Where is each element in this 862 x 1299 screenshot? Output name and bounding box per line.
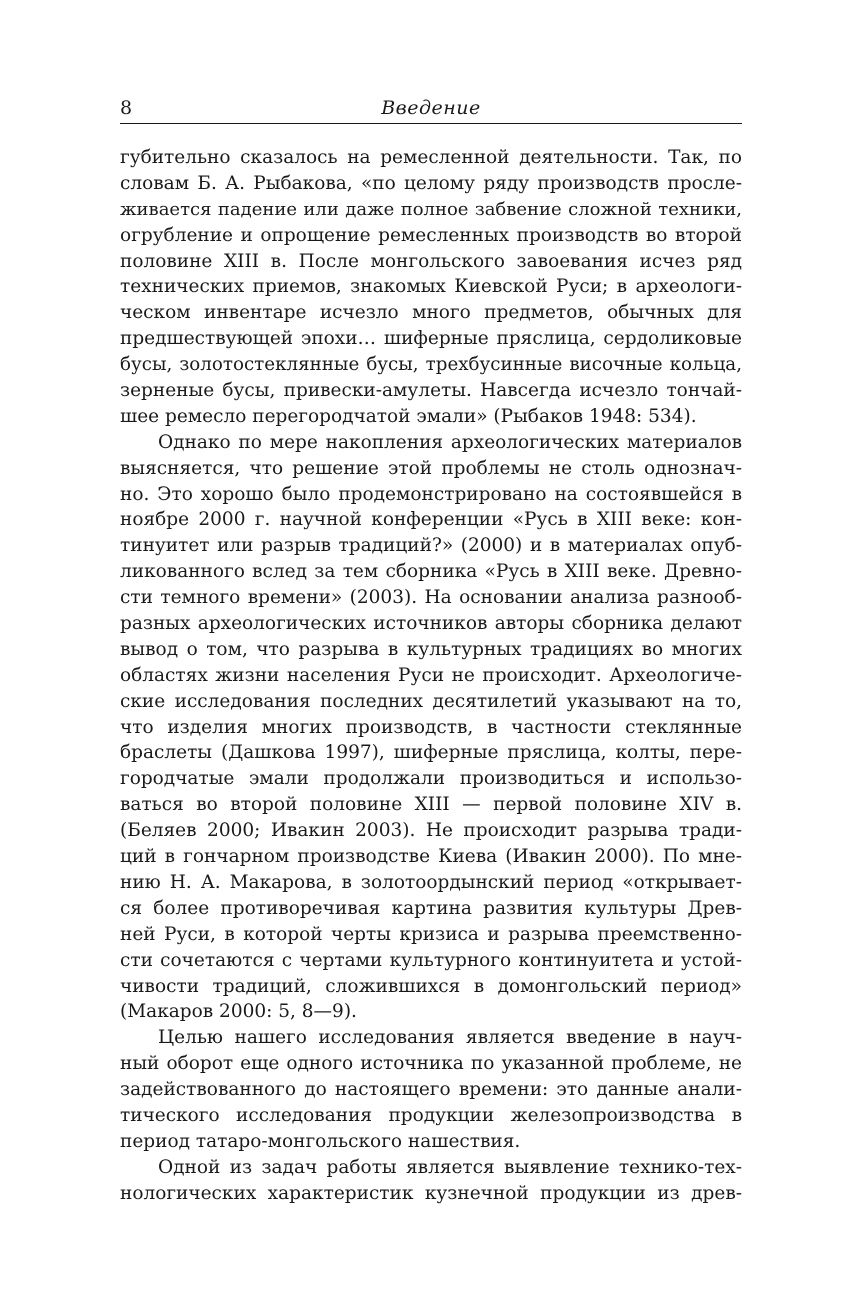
text-line: ские исследования последних десятилетий указывают на то, bbox=[120, 690, 742, 712]
page-number: 8 bbox=[120, 97, 133, 119]
text-line: половине XIII в. После монгольского завоевания исчез ряд bbox=[120, 250, 742, 272]
text-line: ней Руси, в которой черты кризиса и разрыва преемственно- bbox=[120, 923, 742, 945]
text-line: живается падение или даже полное забвение сложной техники, bbox=[120, 198, 742, 220]
text-line: бусы, золотостеклянные бусы, трехбусинные височные кольца, bbox=[120, 354, 742, 376]
text-line: технических приемов, знакомых Киевской Руси; в археологи- bbox=[120, 276, 742, 298]
paragraph bbox=[120, 1025, 742, 1154]
text-line: сти сочетаются с чертами культурного континуитета и устой- bbox=[120, 949, 742, 971]
paragraph bbox=[120, 430, 742, 1025]
text-line: ся более противоречивая картина развития культуры Древ- bbox=[120, 897, 742, 919]
text-line: нологических характеристик кузнечной продукции из древ- bbox=[120, 1182, 742, 1204]
text-line: шее ремесло перегородчатой эмали» (Рыбаков 1948: 534). bbox=[120, 405, 697, 427]
text-line: (Беляев 2000; Ивакин 2003). Не происходит разрыва тради- bbox=[120, 820, 742, 842]
text-line: (Макаров 2000: 5, 8—9). bbox=[120, 1001, 357, 1023]
text-line: но. Это хорошо было продемонстрировано на состоявшейся в bbox=[120, 483, 742, 505]
text-line: Однако по мере накопления археологических материалов bbox=[158, 431, 742, 453]
text-line: зерненые бусы, привески-амулеты. Навсегда исчезло тончай- bbox=[120, 380, 742, 402]
text-line: областях жизни населения Руси не происходит. Археологиче- bbox=[120, 664, 742, 686]
header-rule bbox=[120, 123, 742, 124]
text-line: ческом инвентаре исчезло много предметов, обычных для bbox=[120, 302, 742, 324]
text-line: что изделия многих производств, в частности стеклянные bbox=[120, 716, 742, 738]
text-line: предшествующей эпохи… шиферные пряслица, сердоликовые bbox=[120, 328, 742, 350]
text-line: тинуитет или разрыв традиций?» (2000) и в материалах опуб- bbox=[120, 535, 742, 557]
text-line: ций в гончарном производстве Киева (Ивакин 2000). По мне- bbox=[120, 846, 742, 868]
text-line: нию Н. А. Макарова, в золотоордынский период «открывает- bbox=[120, 871, 742, 893]
text-line: вывод о том, что разрыва в культурных традициях во многих bbox=[120, 638, 742, 660]
text-line: Целью нашего исследования является введение в науч- bbox=[158, 1027, 742, 1049]
text-line: браслеты (Дашкова 1997), шиферные пряслица, колты, пере- bbox=[120, 742, 742, 764]
text-line: городчатые эмали продолжали производиться и использо- bbox=[120, 768, 742, 790]
text-line: ный оборот еще одного источника по указанной проблеме, не bbox=[120, 1053, 742, 1075]
running-head: Введение bbox=[381, 97, 481, 119]
text-line: ноябре 2000 г. научной конференции «Русь в XIII веке: кон- bbox=[120, 509, 742, 531]
text-line: чивости традиций, сложившихся в домонгольский период» bbox=[120, 975, 742, 997]
paragraph bbox=[120, 1155, 742, 1207]
page-header bbox=[120, 96, 742, 124]
text-line: ликованного вслед за тем сборника «Русь в XIII веке. Древно- bbox=[120, 561, 742, 583]
text-line: Одной из задач работы является выявление технико-тех- bbox=[158, 1156, 742, 1178]
body-text bbox=[120, 145, 742, 1207]
text-line: тического исследования продукции железопроизводства в bbox=[120, 1104, 742, 1126]
text-line: словам Б. А. Рыбакова, «по целому ряду производств просле- bbox=[120, 172, 742, 194]
text-line: ваться во второй половине XIII — первой половине XIV в. bbox=[120, 794, 742, 816]
text-line: огрубление и опрощение ремесленных производств во второй bbox=[120, 224, 742, 246]
text-line: задействованного до настоящего времени: это данные анали- bbox=[120, 1079, 742, 1101]
text-line: выясняется, что решение этой проблемы не столь однознач- bbox=[120, 457, 742, 479]
text-line: губительно сказалось на ремесленной деятельности. Так, по bbox=[120, 147, 742, 168]
text-line: сти темного времени» (2003). На основании анализа разнооб- bbox=[120, 587, 742, 609]
paragraph bbox=[120, 145, 742, 430]
text-line: период татаро-монгольского нашествия. bbox=[120, 1130, 521, 1152]
text-line: разных археологических источников авторы сборника делают bbox=[120, 613, 742, 635]
